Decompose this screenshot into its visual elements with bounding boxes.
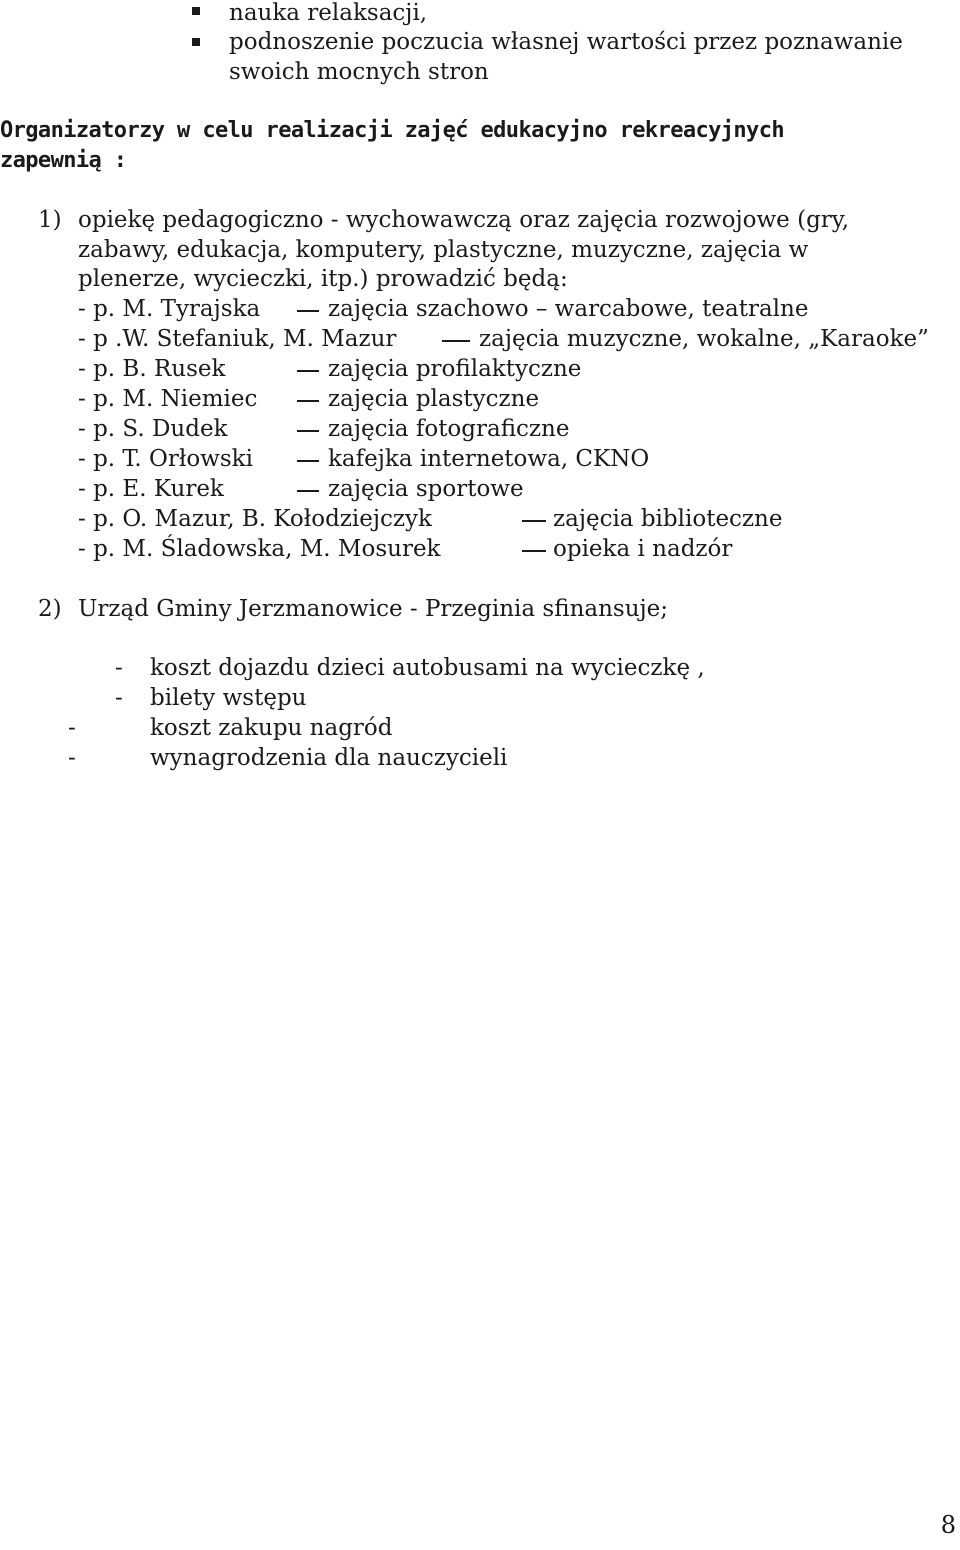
bullet-text-continuation: swoich mocnych stron xyxy=(229,59,489,85)
staff-name: - p. M. Tyrajska xyxy=(78,296,261,322)
staff-activity: zajęcia sportowe xyxy=(328,476,524,502)
staff-activity: zajęcia biblioteczne xyxy=(553,506,783,532)
staff-activity: zajęcia fotograficzne xyxy=(328,416,570,442)
item1-text: opiekę pedagogiczno - wychowawczą oraz zajęcia rozwojowe (gry, xyxy=(78,207,850,233)
list-dash: - xyxy=(115,655,123,681)
staff-name: - p. T. Orłowski xyxy=(78,446,253,472)
item1-text: plenerze, wycieczki, itp.) prowadzić będą: xyxy=(78,266,568,292)
bullet-square-icon xyxy=(192,38,200,46)
funding-item: wynagrodzenia dla nauczycieli xyxy=(150,745,508,771)
staff-activity: zajęcia plastyczne xyxy=(328,386,540,412)
dash-separator xyxy=(442,340,470,342)
dash-separator xyxy=(297,490,319,492)
dash-separator xyxy=(522,550,546,552)
list-number: 1) xyxy=(38,207,62,233)
staff-activity: zajęcia szachowo – warcabowe, teatralne xyxy=(328,296,809,322)
staff-name: - p. B. Rusek xyxy=(78,356,226,382)
bullet-text: nauka relaksacji, xyxy=(229,0,428,26)
list-number: 2) xyxy=(38,596,62,622)
item2-text: Urząd Gminy Jerzmanowice - Przeginia sfinansuje; xyxy=(78,596,669,622)
staff-name: - p. M. Niemiec xyxy=(78,386,258,412)
bullet-square-icon xyxy=(192,7,200,15)
dash-separator xyxy=(297,460,319,462)
staff-name: - p .W. Stefaniuk, M. Mazur xyxy=(78,326,397,352)
item1-text: zabawy, edukacja, komputery, plastyczne, muzyczne, zajęcia w xyxy=(78,237,809,263)
list-dash: - xyxy=(115,685,123,711)
section-heading-continuation: zapewnią : xyxy=(0,148,127,173)
staff-activity: zajęcia profilaktyczne xyxy=(328,356,582,382)
staff-name: - p. O. Mazur, B. Kołodziejczyk xyxy=(78,506,432,532)
dash-separator xyxy=(297,310,319,312)
page-number: 8 xyxy=(940,1511,956,1539)
funding-item: bilety wstępu xyxy=(150,685,307,711)
staff-activity: opieka i nadzór xyxy=(553,536,733,562)
staff-activity: zajęcia muzyczne, wokalne, „Karaoke” xyxy=(479,326,929,352)
staff-activity: kafejka internetowa, CKNO xyxy=(328,446,650,472)
staff-name: - p. E. Kurek xyxy=(78,476,224,502)
list-dash: - xyxy=(68,745,76,771)
dash-separator xyxy=(297,400,319,402)
dash-separator xyxy=(297,370,319,372)
dash-separator xyxy=(297,430,319,432)
section-heading: Organizatorzy w celu realizacji zajęć edukacyjno rekreacyjnych xyxy=(0,118,784,143)
staff-name: - p. S. Dudek xyxy=(78,416,228,442)
funding-item: koszt dojazdu dzieci autobusami na wycieczkę , xyxy=(150,655,705,681)
dash-separator xyxy=(522,520,546,522)
list-dash: - xyxy=(68,715,76,741)
bullet-text: podnoszenie poczucia własnej wartości przez poznawanie xyxy=(229,29,903,55)
funding-item: koszt zakupu nagród xyxy=(150,715,393,741)
staff-name: - p. M. Śladowska, M. Mosurek xyxy=(78,536,441,562)
